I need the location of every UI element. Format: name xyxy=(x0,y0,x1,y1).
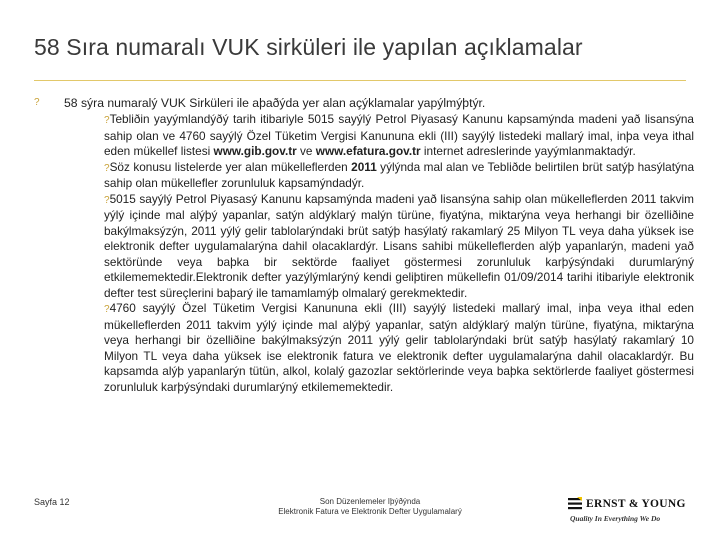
efatura-website-text: www.efatura.gov.tr xyxy=(315,144,421,158)
paragraph-2-text-b: yýlýnda mal alan ve Tebliðde belirtilen brüt satýþ hasýlatýna sahip olan mükellefler zorunluluk kapsamýndadýr. xyxy=(104,159,695,190)
year-bold-text: 2011 xyxy=(351,159,377,174)
paragraph-1 xyxy=(104,112,694,160)
logo-tagline: Quality In Everything We Do xyxy=(570,514,661,523)
company-logo xyxy=(568,497,693,531)
sub-bullet-icon: ? xyxy=(104,194,110,206)
page-number: Sayfa 12 xyxy=(34,497,70,507)
sub-bullet-icon: ? xyxy=(104,162,110,174)
paragraph-2 xyxy=(104,160,694,192)
logo-mark-icon xyxy=(568,497,582,511)
paragraph-1-text-b: ve xyxy=(296,144,316,158)
paragraph-3-text: 5015 sayýlý Petrol Piyasasý Kanunu kapsamýnda madeni yað lisansýna sahip olan mükelleflerden 2011 takvim yýlý içinde mal alýþý yapanlar, satýn aldýklarý malýn türüne, fiyatýna, miktarýna veya herhangi bir özelliðine bakýlmaksýzýn, 2011 yýlý gelir tablolarýndaki brüt satýþ hasýlatý rakamlarý 25 Milyon TL veya daha yüksek ise elektronik defter uygulamalarýna dahil olacaklardýr. Lisans sahibi mükelleflerden alýþ yapanlarýn, madeni yað sektöründe veya baþka bir sektörde faaliyet göstermesi zorunluluk karþýsýndaki durumlarýný etkilememektedir.Elektronik defter yazýlýmlarýný kendi geliþtiren mükellefin 01/09/2014 tarihi itibariyle elektronik defter test süreçlerini baþarý ile tamamlamýþ olmalarý gerekmektedir. xyxy=(104,191,694,300)
paragraph-3 xyxy=(104,192,694,302)
slide-body xyxy=(104,112,694,395)
paragraph-4-text: 4760 sayýlý Özel Tüketim Vergisi Kanununa ekli (III) sayýlý listedeki mallarý imal, inþa veya ithal eden mükelleflerden 2011 takvim yýlý içinde mal alýþý yapanlar, satýn aldýklarý malýn türüne, fiyatýna, miktarýna veya herhangi bir özelliðine bakýlmaksýzýn 2011 yýlý gelir tablolarýndaki brüt satýþ hasýlatý rakamlarý 10 Milyon TL veya daha yüksek ise elektronik fatura ve elektronik defter uygulamalarýna dahil olacaklardýr. Bu kapsamda alýþ yapanlarýn tütün, alkol, kolalý gazozlar sektörlerinde veya baþka sektörlerde faaliyet göstermesi zorunluluk karþýsýndaki durumlarýný etkilememektedir. xyxy=(104,301,694,394)
gib-website-text: www.gib.gov.tr xyxy=(213,144,297,158)
paragraph-1-text-c: internet adreslerinde yayýmlanmaktadýr. xyxy=(420,144,636,158)
footer-caption-line-2: Elektronik Fatura ve Elektronik Defter Uygulamalarý xyxy=(278,507,462,516)
lead-text: 58 sýra numaralý VUK Sirküleri ile aþaðýda yer alan açýklamalar yapýlmýþtýr. xyxy=(64,96,486,110)
lead-bullet-icon: ? xyxy=(34,97,40,108)
logo-name: ERNST & YOUNG xyxy=(586,498,686,510)
slide-title: 58 Sıra numaralı VUK sirküleri ile yapılan açıklamalar xyxy=(34,34,583,60)
paragraph-4 xyxy=(104,301,694,395)
title-divider xyxy=(34,80,686,81)
footer-caption xyxy=(250,497,490,517)
footer-caption-line-1: Son Düzenlemeler Iþýðýnda xyxy=(319,497,421,506)
sub-bullet-icon: ? xyxy=(104,304,110,315)
paragraph-1-text-a: Tebliðin yayýmlandýðý tarih itibariyle 5015 sayýlý Petrol Piyasasý Kanunu kapsamýnda madeni yað lisansýna sahip olan ve 4760 sayýlý Özel Tüketim Vergisi Kanununa ekli (III) sayýlý listedeki mallarý imal, inþa veya ithal eden mükellef listesi xyxy=(104,112,694,158)
paragraph-2-text-a: Söz konusu listelerde yer alan mükelleflerden xyxy=(109,159,352,174)
sub-bullet-icon: ? xyxy=(104,115,110,126)
